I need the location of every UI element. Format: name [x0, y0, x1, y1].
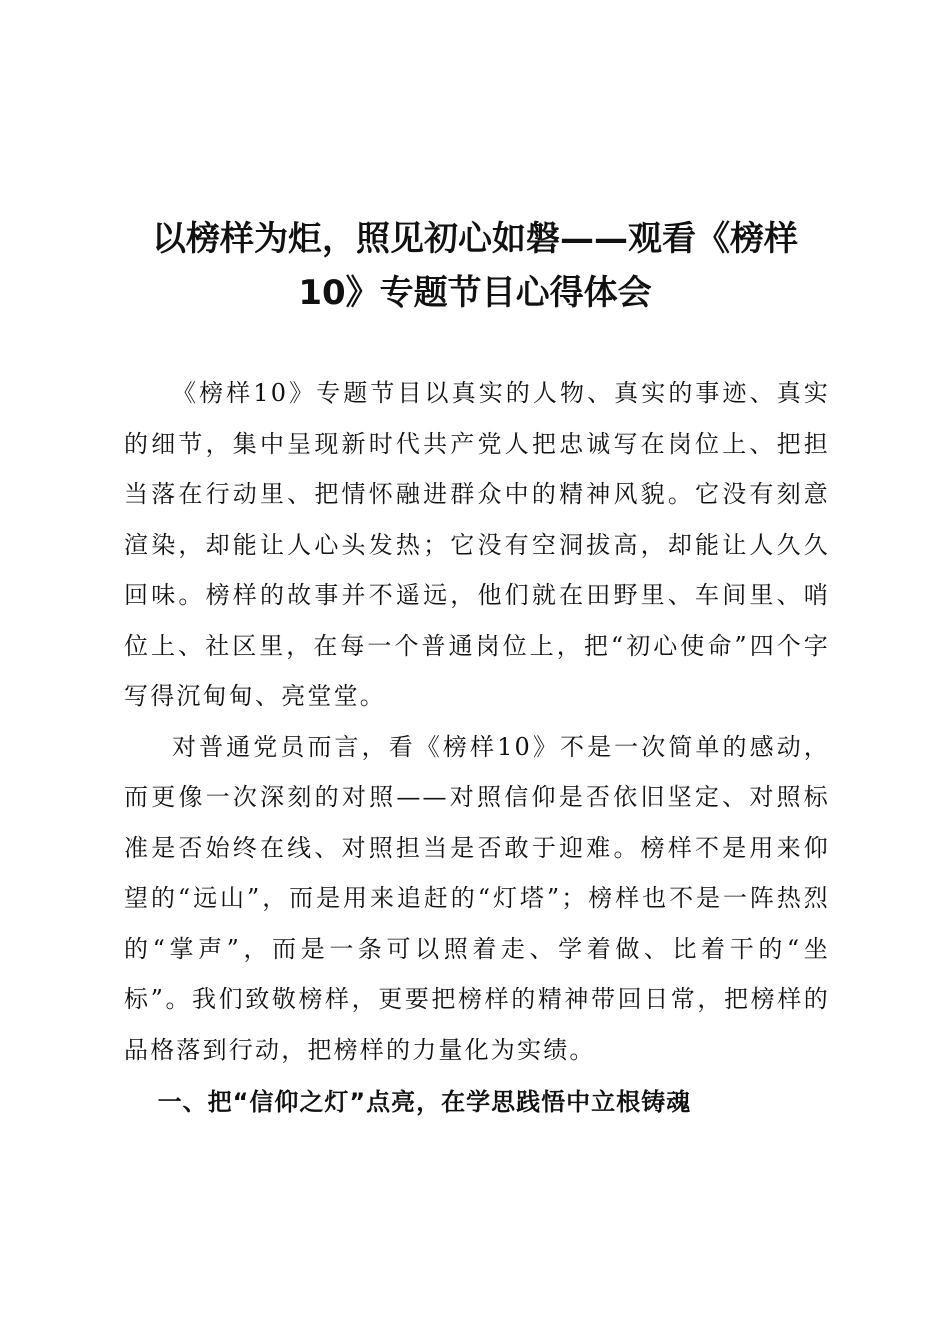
- document-body: [124, 368, 830, 1129]
- title-line-1: 以榜样为炬，照见初心如磐——观看《榜样: [152, 219, 798, 259]
- title-line-2: 10》专题节目心得体会: [298, 273, 652, 313]
- document-title: [120, 212, 830, 320]
- paragraph-reflection: 对普通党员而言，看《榜样10》不是一次简单的感动，而更像一次深刻的对照——对照信仰是否依旧坚定、对照标准是否始终在线、对照担当是否敢于迎难。榜样不是用来仰望的“远山”，而是用来追赶的“灯塔”；榜样也不是一阵热烈的“掌声”，而是一条可以照着走、学着做、比着干的“坐标”。我们致敬榜样，更要把榜样的精神带回日常，把榜样的品格落到行动，把榜样的力量化为实绩。: [124, 732, 830, 1064]
- paragraph-intro: 《榜样10》专题节目以真实的人物、真实的事迹、真实的细节，集中呈现新时代共产党人把忠诚写在岗位上、把担当落在行动里、把情怀融进群众中的精神风貌。它没有刻意渲染，却能让人心头发热；它没有空洞拔高，却能让人久久回味。榜样的故事并不遥远，他们就在田野里、车间里、哨位上、社区里，在每一个普通岗位上，把“初心使命”四个字写得沉甸甸、亮堂堂。: [124, 379, 830, 710]
- section-heading-1: 一、把“信仰之灯”点亮，在学思践悟中立根铸魂: [157, 1088, 692, 1116]
